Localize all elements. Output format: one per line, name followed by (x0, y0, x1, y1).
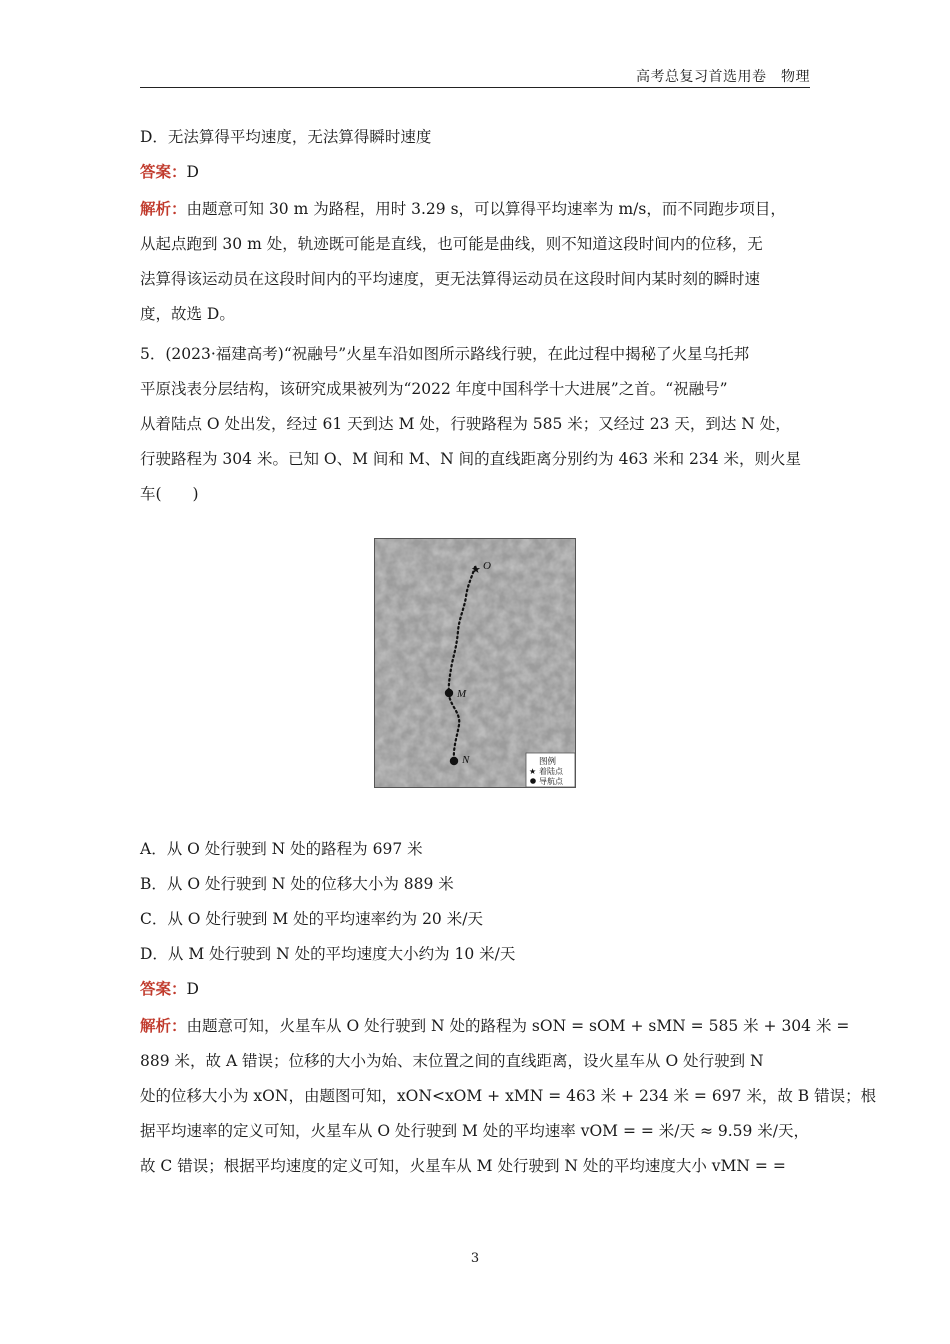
q4-answer (140, 160, 199, 182)
header-divider (140, 87, 810, 88)
terrain-texture (375, 539, 575, 787)
analysis-label: 解析： (140, 1016, 187, 1035)
q4-analysis (140, 191, 810, 332)
q5-option-b: B．从 O 处行驶到 N 处的位移大小为 889 米 (140, 875, 454, 893)
analysis-line: 故 C 错误；根据平均速度的定义可知，火星车从 M 处行驶到 N 处的平均速度大小 vMN = = (140, 1157, 786, 1175)
analysis-line: 从起点跑到 30 m 处，轨迹既可能是直线，也可能是曲线，则不知道这段时间内的位移，无 (140, 235, 763, 253)
label-n: N (462, 754, 470, 766)
nav-point-m (445, 689, 453, 697)
page-number: 3 (470, 1251, 480, 1266)
answer-label: 答案： (140, 162, 187, 181)
label-m: M (457, 688, 467, 700)
analysis-line: 法算得该运动员在这段时间内的平均速度，更无法算得运动员在这段时间内某时刻的瞬时速 (140, 270, 761, 288)
q4-option-d: D．无法算得平均速度，无法算得瞬时速度 (140, 128, 432, 146)
q5-option-a: A．从 O 处行驶到 N 处的路程为 697 米 (140, 840, 423, 858)
stem-line: 平原浅表分层结构，该研究成果被列为“2022 年度中国科学十大进展”之首。“祝融号” (140, 380, 728, 398)
analysis-line: 由题意可知，火星车从 O 处行驶到 N 处的路程为 sON = sOM + sMN = 585 米 + 304 米 = (186, 1017, 850, 1035)
legend-dot-icon (530, 778, 536, 784)
stem-line: 从着陆点 O 处出发，经过 61 天到达 M 处，行驶路程为 585 米；又经过 23 天，到达 N 处， (140, 415, 791, 433)
q5-option-c: C．从 O 处行驶到 M 处的平均速率约为 20 米/天 (140, 910, 483, 928)
stem-line: 行驶路程为 304 米。已知 O、M 间和 M、N 间的直线距离分别约为 463 米和 234 米，则火星 (140, 450, 802, 468)
answer-label: 答案： (140, 979, 187, 998)
answer-value: D (186, 980, 199, 998)
analysis-line: 据平均速率的定义可知，火星车从 O 处行驶到 M 处的平均速率 vOM = = 米/天 ≈ 9.59 米/天， (140, 1122, 810, 1140)
stem-line: 5．(2023·福建高考)“祝融号”火星车沿如图所示路线行驶，在此过程中揭秘了火星乌托邦 (140, 345, 750, 363)
nav-point-n (450, 757, 458, 765)
stem-line: 车( ) (140, 485, 199, 503)
header-title: 高考总复习首选用卷 物理 (636, 69, 810, 85)
analysis-line: 度，故选 D。 (140, 305, 235, 323)
q5-answer (140, 977, 199, 999)
rover-route-map (374, 538, 576, 788)
legend-landing: 着陆点 (539, 767, 563, 776)
q5-analysis (140, 1008, 877, 1184)
analysis-line: 由题意可知 30 m 为路程，用时 3.29 s，可以算得平均速率为 m/s，而不同跑步项目， (186, 200, 786, 218)
q5-stem (140, 337, 810, 512)
analysis-label: 解析： (140, 199, 187, 218)
label-o: O (483, 560, 491, 572)
landing-star-icon: ★ (471, 563, 481, 576)
q5-option-d: D．从 M 处行驶到 N 处的平均速度大小约为 10 米/天 (140, 945, 516, 963)
legend-star-icon: ★ (529, 767, 537, 776)
analysis-line: 889 米，故 A 错误；位移的大小为始、末位置之间的直线距离，设火星车从 O 处行驶到 N (140, 1052, 764, 1070)
legend-title: 图例 (539, 757, 557, 767)
answer-value: D (186, 163, 199, 181)
legend-nav: 导航点 (539, 777, 563, 786)
analysis-line: 处的位移大小为 xON，由题图可知，xON<xOM + xMN = 463 米 + 234 米 = 697 米，故 B 错误；根 (140, 1087, 877, 1105)
